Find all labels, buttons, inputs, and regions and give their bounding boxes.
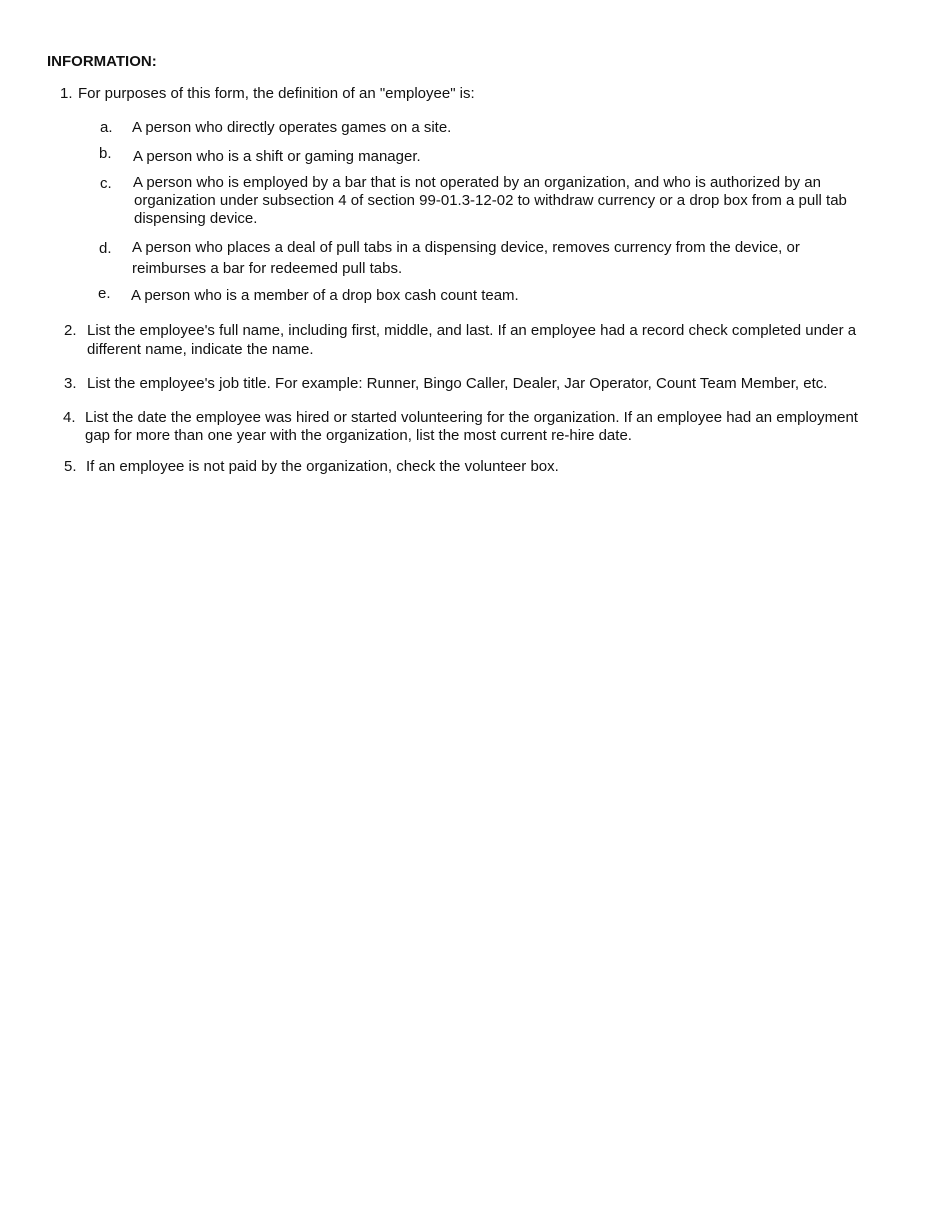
item-3-text: List the employee's job title. For example: Runner, Bingo Caller, Dealer, Jar Operator, Count Team Member, etc. (87, 375, 828, 392)
subitem-c-line-1: A person who is employed by a bar that is not operated by an organization, and who is authorized by an (133, 174, 821, 191)
subitem-b-letter: b. (99, 145, 112, 162)
subitem-d-letter: d. (99, 240, 112, 257)
item-1-number: 1. (60, 85, 73, 102)
subitem-d-line-2: reimburses a bar for redeemed pull tabs. (132, 260, 403, 277)
item-1-text: For purposes of this form, the definition of an "employee" is: (78, 85, 475, 102)
item-4-number: 4. (63, 409, 76, 426)
subitem-e-letter: e. (98, 285, 111, 302)
subitem-c-line-3: dispensing device. (134, 210, 258, 227)
item-2-line-1: List the employee's full name, including first, middle, and last. If an employee had a record check completed under a (87, 322, 857, 339)
subitem-c-letter: c. (100, 175, 112, 192)
item-2-number: 2. (64, 322, 77, 339)
item-4-line-2: gap for more than one year with the organization, list the most current re-hire date. (85, 427, 632, 444)
item-4-line-1: List the date the employee was hired or started volunteering for the organization. If an employee had an employment (85, 409, 858, 426)
item-2-line-2: different name, indicate the name. (87, 341, 314, 358)
item-3-number: 3. (64, 375, 77, 392)
item-5-text: If an employee is not paid by the organization, check the volunteer box. (86, 458, 559, 475)
subitem-a-letter: a. (100, 119, 113, 136)
section-heading: INFORMATION: (47, 53, 157, 70)
subitem-b-text: A person who is a shift or gaming manager. (133, 148, 421, 165)
subitem-a-text: A person who directly operates games on a site. (132, 119, 452, 136)
subitem-c-line-2: organization under subsection 4 of section 99-01.3-12-02 to withdraw currency or a drop box from a pull tab (134, 192, 847, 209)
subitem-d-line-1: A person who places a deal of pull tabs in a dispensing device, removes currency from the device, or (132, 239, 800, 256)
subitem-e-text: A person who is a member of a drop box cash count team. (131, 287, 519, 304)
item-5-number: 5. (64, 458, 77, 475)
